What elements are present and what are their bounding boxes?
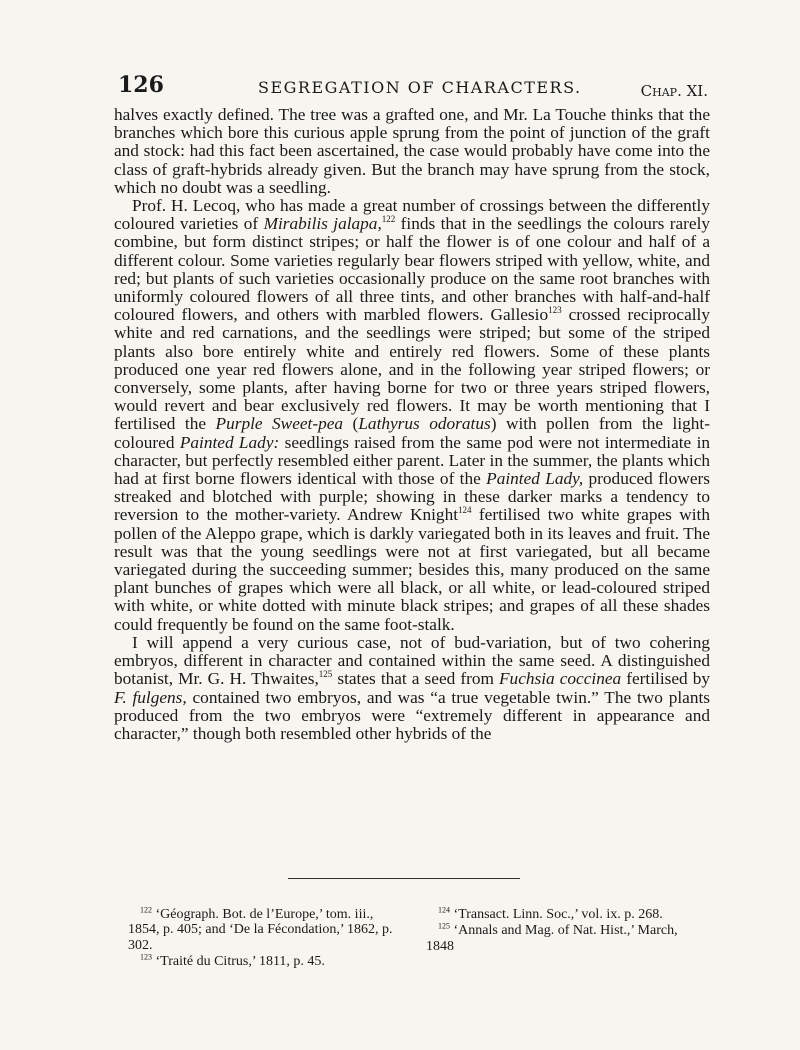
main-text xyxy=(114,106,710,743)
footnote-ref: 125 xyxy=(318,669,333,680)
footnote-ref: 122 xyxy=(381,214,396,225)
variety-name: Purple Sweet-pea xyxy=(215,414,344,434)
running-title: SEGREGATION OF CHARACTERS. xyxy=(258,78,582,97)
footnote-divider xyxy=(288,878,520,879)
species-name: Fuchsia coccinea xyxy=(499,669,622,689)
paragraph-1: halves exactly defined. The tree was a grafted one, and Mr. La Touche thinks that the branches which bore this curious apple sprung from the point of junction of the graft and stock: had this fact been ascertained, the case would probably have come into the class of graft-hybrids already given. But the branch may have sprung from the stock, which no doubt was a seedling. xyxy=(114,105,710,197)
paragraph-3: I will append a very curious case, not of bud-variation, but of two cohering embryos, different in character and contained within the same seed. A distinguished botanist, Mr. G. H. Thwaites,$^{125}$ states that a seed from Fuchsia coccinea fertilised by F. fulgens, contained two embryos, and was “a true vegetable twin.” The two plants produced from the two embryos were “extremely different in appearance and character,” though both resembled other hybrids of the xyxy=(114,632,711,743)
page-header xyxy=(118,72,708,102)
species-name: Lathyrus odoratus xyxy=(358,414,491,434)
footnotes-left-column xyxy=(128,907,400,971)
footnotes-right-column xyxy=(426,907,698,955)
paragraph-2: Prof. H. Lecoq, who has made a great number of crossings between the differently coloured varieties of Mirabilis jalapa,$^{122}$ finds that in the seedlings the colours rarely combine, but form distinct stripes; or half the flower is of one colour and half of a different colour. Some varieties regularly bear flowers striped with yellow, white, and red; but plants of such varieties occasionally produce on the same root branches with uniformly coloured flowers of all three tints, and other branches with half-and-half coloured flowers, and others with marbled flowers. Gallesio$^{123}$ crossed reciprocally white and red carnations, and the seedlings were striped; but some of the striped plants also bore entirely white and entirely red flowers. Some of these plants produced one year red flowers alone, and in the following year striped flowers; or conversely, some plants, after having borne for two or three years striped flowers, would revert and bear exclusively red flowers. It may be worth mentioning that I fertilised the Purple Sweet-pea (Lathyrus odoratus) with pollen from the light-coloured Painted Lady: seedlings raised from the same pod were not intermediate in character, but perfectly resembled either parent. Later in the summer, the plants which had at first borne flowers identical with those of the Painted Lady, produced flowers streaked and blotched with purple; showing in these darker marks a tendency to reversion to the mother-variety. Andrew Knight$^{124}$ fertilised two white grapes with pollen of the Aleppo grape, which is darkly variegated both in its leaves and fruit. The result was that the young seedlings were not at first variegated, but all became variegated during the succeeding summer; besides this, many produced on the same plant bunches of grapes which were all black, or all white, or lead-coloured striped with white, or white dotted with minute black stripes; and grapes of all these shades could frequently be found on the same foot-stalk. xyxy=(114,196,711,634)
chapter-label: Chap. XI. xyxy=(640,82,708,100)
page-number: 126 xyxy=(118,72,164,98)
species-name: F. fulgens, xyxy=(114,687,187,707)
footnote-122: $^{122}$ ‘Géograph. Bot. de l’Europe,’ tom. iii., 1854, p. 405; and ‘De la Fécondation,’ 1862, p. 302. xyxy=(128,905,393,953)
variety-name: Painted Lady: xyxy=(179,432,280,452)
footnote-125: $^{125}$ ‘Annals and Mag. of Nat. Hist.,’ March, 1848 xyxy=(426,921,678,954)
variety-name: Painted Lady, xyxy=(486,469,584,489)
footnote-124: $^{124}$ ‘Transact. Linn. Soc.,’ vol. ix. p. 268. xyxy=(438,905,663,922)
footnote-ref: 123 xyxy=(548,305,562,316)
footnote-ref: 124 xyxy=(458,505,472,516)
species-name: Mirabilis jalapa, xyxy=(263,214,382,234)
footnote-123: $^{123}$ ‘Traité du Citrus,’ 1811, p. 45. xyxy=(140,952,325,970)
